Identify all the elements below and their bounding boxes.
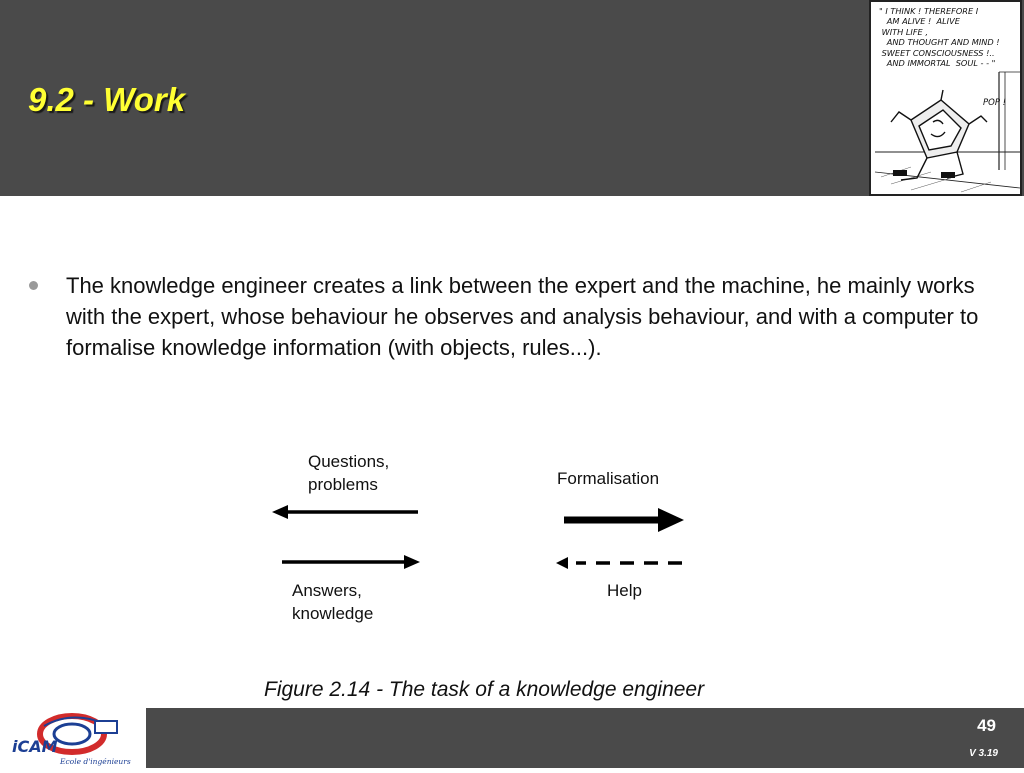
answers-arrow (282, 555, 420, 569)
help-arrow (556, 557, 682, 569)
page-number: 49 (977, 716, 996, 735)
slide-title: 9.2 - Work (28, 81, 186, 118)
formalisation-label: Formalisation (557, 469, 660, 488)
help-label: Help (607, 581, 642, 600)
questions-label: Questions, problems (308, 452, 390, 494)
answers-label: Answers, knowledge (292, 581, 374, 623)
bullet-text: The knowledge engineer creates a link between the expert and the machine, he mainly works with the expert, whose behaviour he observes and analysis behaviour, and with a computer to formalise knowledge information (with objects, rules...). (66, 273, 979, 360)
formalisation-arrow (564, 508, 684, 532)
logo-name: iCAM (12, 737, 58, 756)
logo-subtitle: Ecole d'ingénieurs (60, 757, 131, 766)
bullet-icon (29, 281, 38, 290)
cartoon-image (869, 0, 1022, 196)
questions-arrow (272, 505, 418, 519)
footer-bar (0, 708, 1024, 768)
cartoon-sound: POP ! (983, 98, 1007, 108)
cartoon-speech: " I THINK ! THEREFORE I AM ALIVE ! ALIVE WITH LIFE , AND THOUGHT AND MIND ! SWEET CONSCIOUSNESS !.. AND IMMORTAL SOUL - - " (879, 6, 1000, 69)
figure-caption: Figure 2.14 - The task of a knowledge engineer (264, 678, 705, 701)
version-label: V 3.19 (969, 748, 998, 759)
